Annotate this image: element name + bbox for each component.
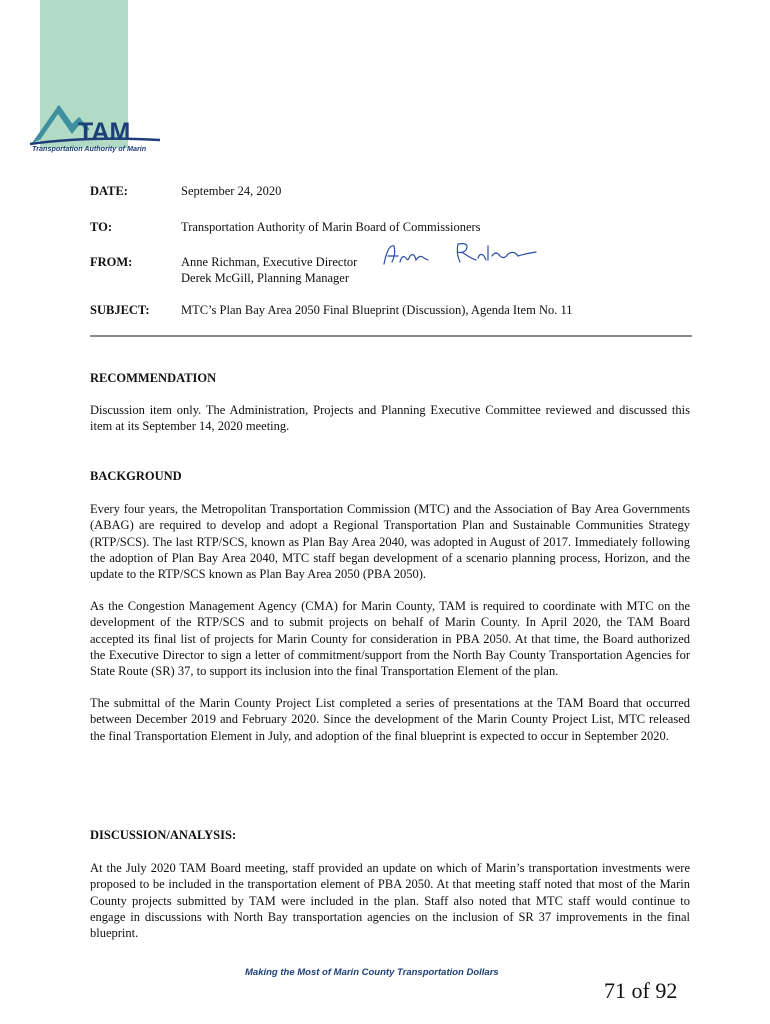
from-value-2: Derek McGill, Planning Manager	[181, 271, 350, 285]
date-value: September 24, 2020	[181, 184, 282, 198]
background-paragraph-1: Every four years, the Metropolitan Transportation Commission (MTC) and the Association of Bay Area Governments (ABAG) are required to develop and adopt a Regional Transportation Plan and Sustainable Communities Strategy (RTP/SCS). The last RTP/SCS, known as Plan Bay Area 2040, was adopted in August of 2017. Immediately following the adoption of Plan Bay Area 2040, MTC staff began development of a scenario planning process, Horizon, and the update to the RTP/SCS known as Plan Bay Area 2050 (PBA 2050).	[90, 502, 690, 582]
signature-image	[380, 240, 540, 270]
background-heading: BACKGROUND	[90, 469, 182, 483]
to-label: TO:	[90, 220, 112, 234]
header-divider	[90, 335, 692, 337]
recommendation-section	[90, 370, 690, 435]
logo-tagline: Transportation Authority of Marin	[32, 144, 147, 153]
subject-value: MTC’s Plan Bay Area 2050 Final Blueprint (Discussion), Agenda Item No. 11	[181, 303, 573, 317]
background-paragraph-3: The submittal of the Marin County Project List completed a series of presentations at the TAM Board that occurred between December 2019 and February 2020. Since the development of the Marin County Project List, MTC released the final Transportation Element in July, and adoption of the final blueprint is expected to occur in September 2020.	[90, 696, 690, 743]
footer-slogan: Making the Most of Marin County Transportation Dollars	[245, 967, 499, 978]
background-paragraph-2: As the Congestion Management Agency (CMA) for Marin County, TAM is required to coordinate with MTC on the development of the RTP/SCS and to submit projects on behalf of Marin County. In April 2020, the TAM Board accepted its final list of projects for Marin County for consideration in PBA 2050. At that time, the Board authorized the Executive Director to sign a letter of commitment/support from the North Bay County Transportation Agencies for State Route (SR) 37, to support its inclusion into the final Transportation Element of the plan.	[90, 599, 690, 679]
logo-wordmark: TAM	[78, 118, 131, 146]
subject-label: SUBJECT:	[90, 303, 150, 317]
discussion-heading: DISCUSSION/ANALYSIS:	[90, 828, 237, 842]
recommendation-text: Discussion item only. The Administration, Projects and Planning Executive Committee reviewed and discussed this item at its September 14, 2020 meeting.	[90, 403, 690, 434]
from-label: FROM:	[90, 255, 133, 269]
to-value: Transportation Authority of Marin Board of Commissioners	[181, 220, 481, 234]
discussion-text: At the July 2020 TAM Board meeting, staff provided an update on which of Marin’s transportation investments were proposed to be included in the transportation element of PBA 2050. At that meeting staff noted that most of the Marin County projects submitted by TAM were included in the plan. Staff also noted that MTC staff would continue to engage in discussions with North Bay transportation agencies on the inclusion of SR 37 improvements in the final blueprint.	[90, 861, 690, 941]
background-section	[90, 468, 690, 744]
discussion-section	[90, 827, 690, 941]
from-value-1: Anne Richman, Executive Director	[181, 255, 358, 269]
page-number: 71 of 92	[604, 978, 678, 1003]
recommendation-heading: RECOMMENDATION	[90, 371, 217, 385]
date-label: DATE:	[90, 184, 128, 198]
